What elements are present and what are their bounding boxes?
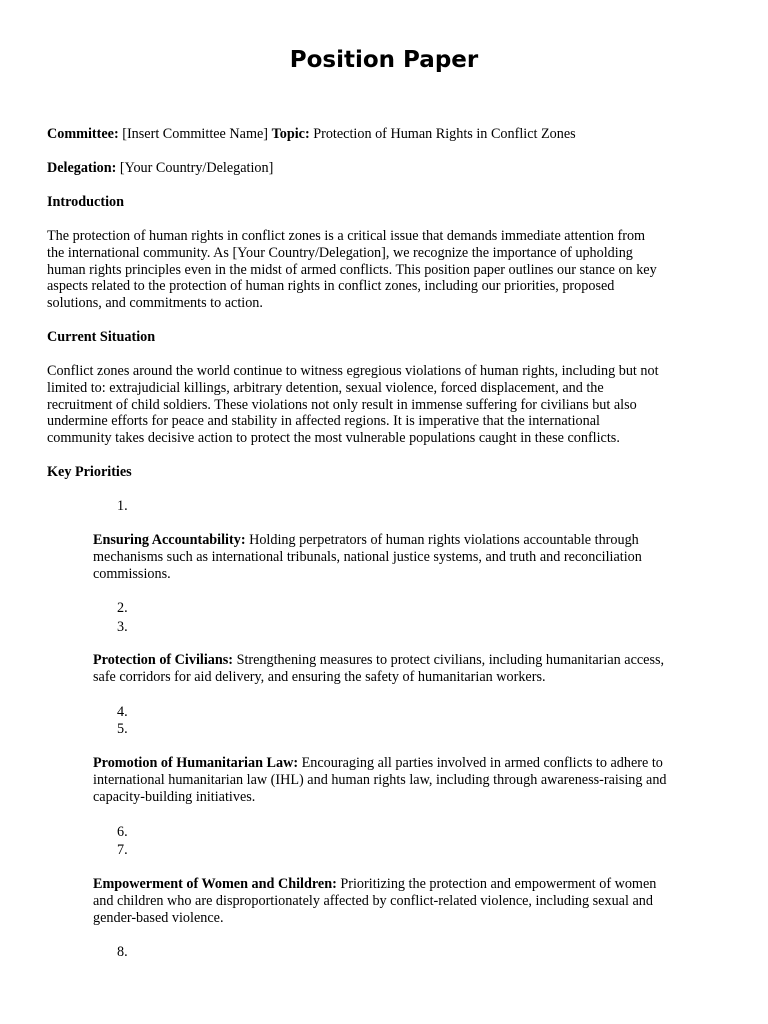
priority-item-accountability — [93, 532, 642, 582]
paragraph-line: Conflict zones around the world continue to witness egregious violations of human rights, including but not — [47, 363, 659, 379]
paragraph-line: The protection of human rights in conflict zones is a critical issue that demands immediate attention from — [47, 228, 646, 244]
list-number: 1. — [117, 498, 128, 514]
committee-topic-line — [47, 126, 576, 143]
paragraph-line: undermine efforts for peace and stability in affected regions. It is imperative that the international — [47, 413, 600, 430]
paragraph-line: the international community. As [Your Country/Delegation], we recognize the importance of upholding — [47, 244, 633, 261]
priority-text: Holding perpetrators of human rights violations accountable through — [245, 532, 639, 548]
delegation-value: [Your Country/Delegation] — [119, 160, 274, 176]
priority-text: Prioritizing the protection and empowerment of women — [336, 876, 657, 892]
paragraph-line: capacity-building initiatives. — [93, 788, 256, 805]
priority-text: Encouraging all parties involved in armed conflicts to adhere to — [298, 755, 663, 771]
paragraph-line: limited to: extrajudicial killings, arbitrary detention, sexual violence, forced displacement, and the — [47, 379, 604, 396]
priority-label: Empowerment of Women and Children: — [93, 876, 337, 892]
list-number: 5. — [117, 721, 128, 737]
paragraph-line: aspects related to the protection of human rights in conflict zones, including our priorities, proposed — [47, 278, 615, 295]
list-number: 3. — [117, 619, 128, 635]
priority-item-humanitarian-law — [93, 755, 667, 805]
priority-first-line — [93, 755, 667, 772]
paragraph-line: safe corridors for aid delivery, and ensuring the safety of humanitarian workers. — [93, 668, 546, 685]
delegation-line — [47, 160, 273, 177]
delegation-label: Delegation: — [47, 160, 117, 176]
paragraph-line: gender-based violence. — [93, 909, 224, 926]
paragraph-line: human rights principles even in the midst of armed conflicts. This position paper outlines our stance on key — [47, 261, 657, 278]
list-number: 8. — [117, 944, 128, 960]
priority-label: Promotion of Humanitarian Law: — [93, 755, 299, 771]
topic-value: Protection of Human Rights in Conflict Zones — [313, 126, 576, 142]
priority-item-civilians — [93, 652, 664, 686]
priority-first-line — [93, 532, 642, 549]
list-number: 4. — [117, 704, 128, 720]
list-number: 2. — [117, 600, 128, 616]
list-number: 7. — [117, 842, 128, 858]
priority-label: Ensuring Accountability: — [93, 532, 246, 548]
introduction-heading: Introduction — [47, 194, 124, 210]
paragraph-line: international humanitarian law (IHL) and human rights law, including through awareness-raising and — [93, 771, 667, 788]
priority-text: Strengthening measures to protect civilians, including humanitarian access, — [233, 652, 665, 668]
committee-value: [Insert Committee Name] — [122, 126, 269, 142]
paragraph-line: mechanisms such as international tribunals, national justice systems, and truth and reconciliation — [93, 548, 642, 565]
committee-label: Committee: — [47, 126, 119, 142]
priority-label: Protection of Civilians: — [93, 652, 234, 668]
page-title: Position Paper — [289, 47, 479, 73]
paragraph-line: commissions. — [93, 565, 171, 582]
paragraph-line: community takes decisive action to protect the most vulnerable populations caught in these conflicts. — [47, 430, 620, 447]
priority-item-women-children — [93, 876, 656, 926]
priority-first-line — [93, 876, 656, 893]
current-situation-heading: Current Situation — [47, 329, 156, 345]
list-number: 6. — [117, 824, 128, 840]
priority-first-line — [93, 652, 664, 669]
paragraph-line: recruitment of child soldiers. These violations not only result in immense suffering for civilians but also — [47, 396, 637, 413]
introduction-paragraph — [47, 228, 657, 312]
key-priorities-heading: Key Priorities — [47, 464, 132, 480]
paragraph-line: and children who are disproportionately affected by conflict-related violence, including sexual and — [93, 892, 653, 909]
topic-label: Topic: — [271, 126, 310, 142]
paragraph-line: solutions, and commitments to action. — [47, 295, 263, 312]
current-situation-paragraph — [47, 363, 659, 447]
